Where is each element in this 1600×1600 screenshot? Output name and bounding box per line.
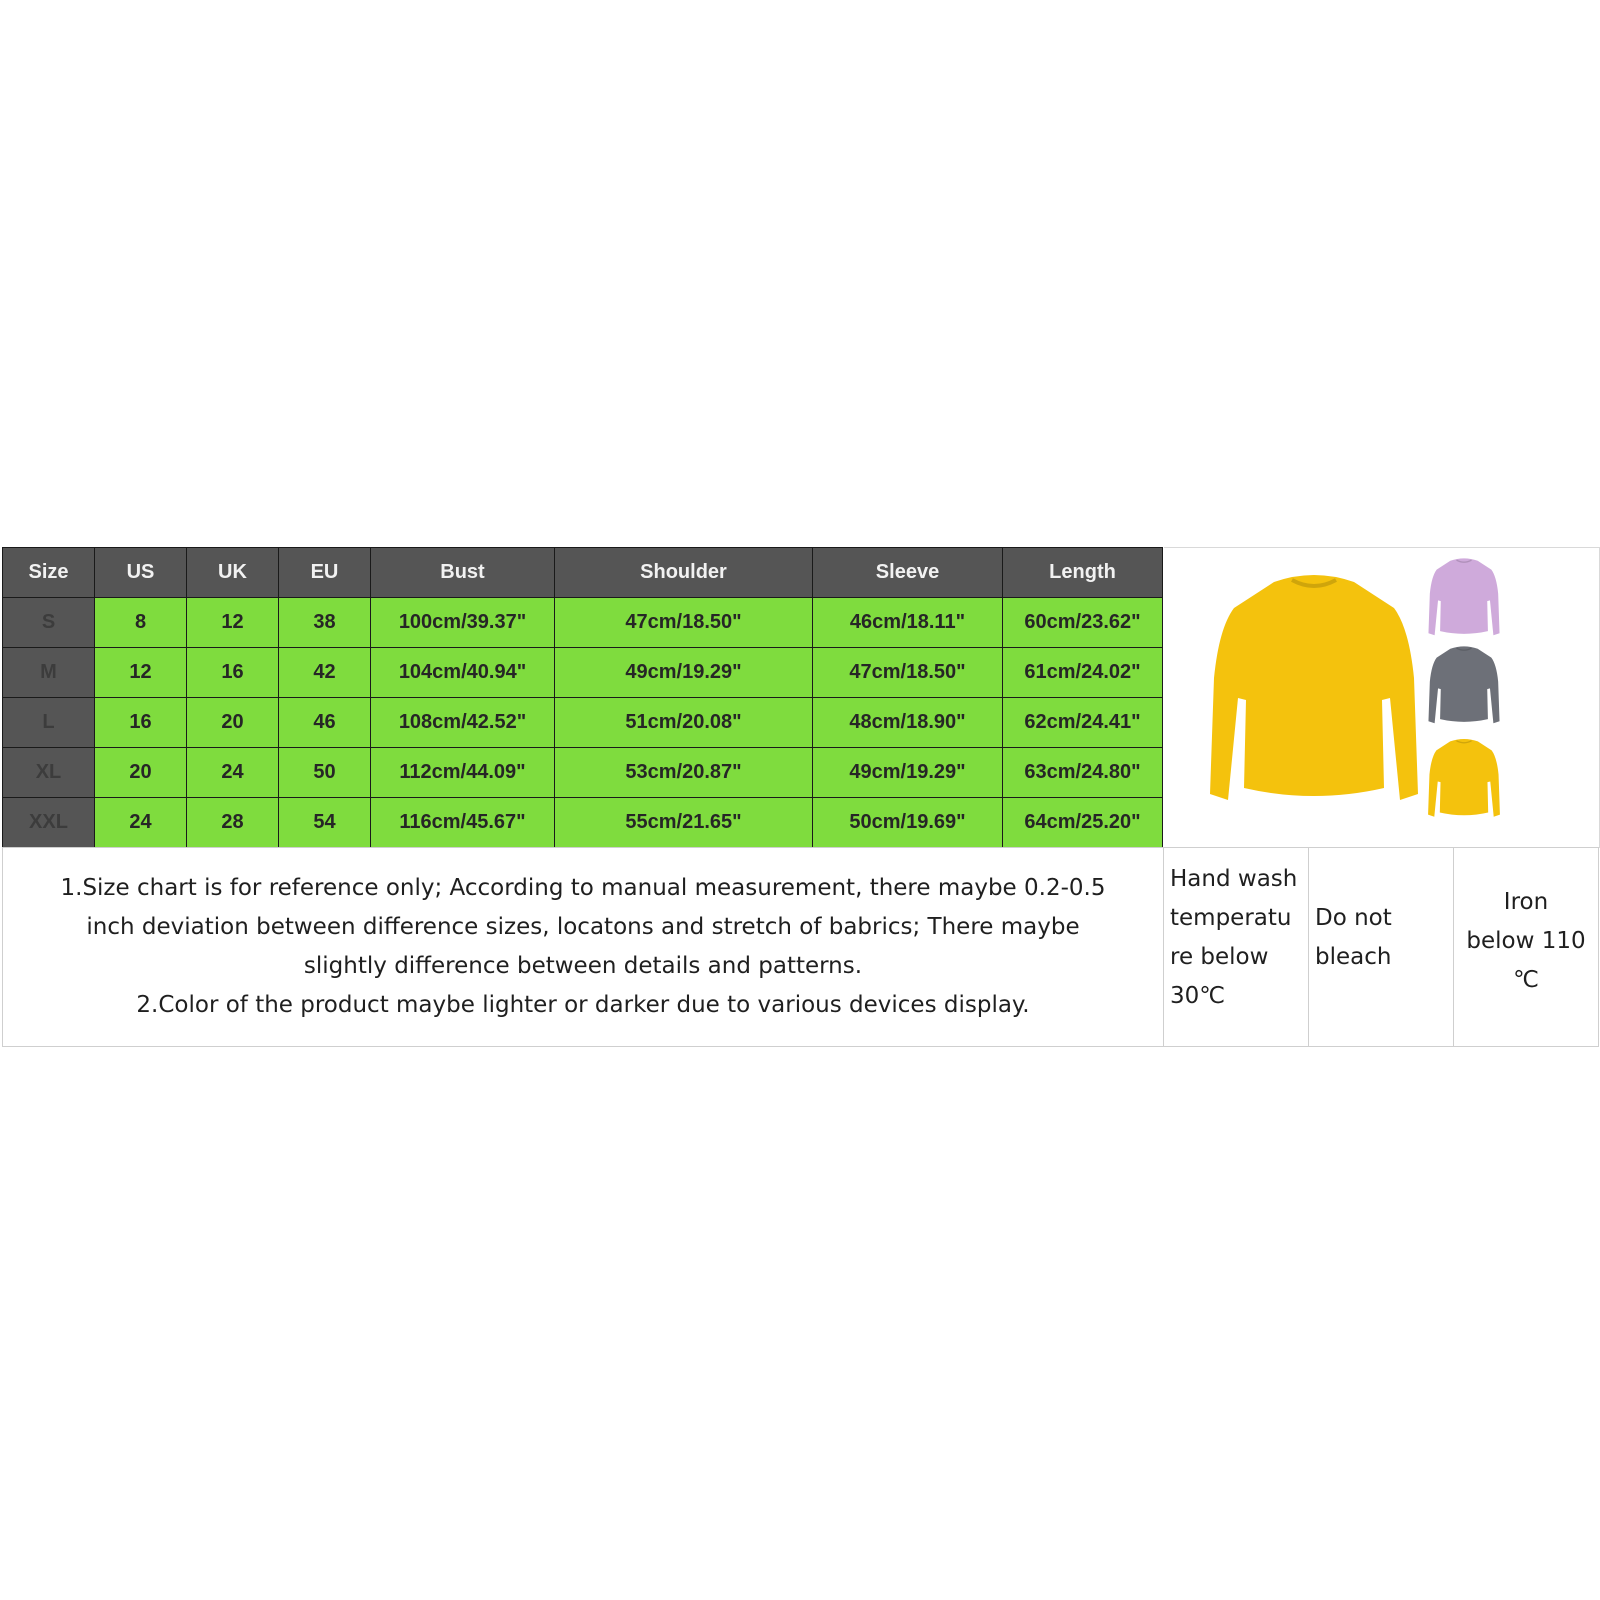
shoulder-cell: 53cm/20.87" [555, 748, 813, 798]
bust-cell: 108cm/42.52" [371, 698, 555, 748]
product-photo [1164, 547, 1600, 848]
care-text: re below [1170, 944, 1269, 970]
note-line: inch deviation between difference sizes, locatons and stretch of babrics; There maybe [86, 914, 1080, 940]
care-text: below 110 [1466, 928, 1586, 954]
care-text: bleach [1315, 944, 1392, 970]
us-cell: 20 [95, 748, 187, 798]
header-shoulder: Shoulder [555, 548, 813, 598]
main-sweatshirt [1210, 575, 1418, 800]
shoulder-cell: 47cm/18.50" [555, 598, 813, 648]
table-row [3, 698, 1163, 748]
yellow-sweatshirt [1428, 739, 1500, 817]
eu-cell: 50 [279, 748, 371, 798]
sleeve-cell: 49cm/19.29" [813, 748, 1003, 798]
note-line: 2.Color of the product maybe lighter or darker due to various devices display. [136, 992, 1030, 1018]
sleeve-cell: 48cm/18.90" [813, 698, 1003, 748]
care-no-bleach [1308, 847, 1454, 1047]
care-text: Hand wash [1170, 866, 1298, 892]
length-cell: 63cm/24.80" [1003, 748, 1163, 798]
eu-cell: 38 [279, 598, 371, 648]
care-text: Do not [1315, 905, 1392, 931]
care-text: Iron [1503, 889, 1549, 915]
sweatshirt-icon [1164, 548, 1599, 848]
table-row [3, 598, 1163, 648]
header-bust: Bust [371, 548, 555, 598]
header-size: Size [3, 548, 95, 598]
uk-cell: 24 [187, 748, 279, 798]
lavender-sweatshirt [1428, 558, 1499, 635]
length-cell: 62cm/24.41" [1003, 698, 1163, 748]
sleeve-cell: 46cm/18.11" [813, 598, 1003, 648]
length-cell: 64cm/25.20" [1003, 798, 1163, 848]
header-row [3, 548, 1163, 598]
care-text: ℃ [1513, 967, 1539, 993]
table-row [3, 748, 1163, 798]
eu-cell: 54 [279, 798, 371, 848]
header-sleeve: Sleeve [813, 548, 1003, 598]
table-row [3, 648, 1163, 698]
size-cell: M [3, 648, 95, 698]
care-text: temperatu [1170, 905, 1292, 931]
shoulder-cell: 55cm/21.65" [555, 798, 813, 848]
us-cell: 16 [95, 698, 187, 748]
sleeve-cell: 47cm/18.50" [813, 648, 1003, 698]
bust-cell: 112cm/44.09" [371, 748, 555, 798]
bust-cell: 100cm/39.37" [371, 598, 555, 648]
size-notes [2, 847, 1164, 1047]
header-eu: EU [279, 548, 371, 598]
sleeve-cell: 50cm/19.69" [813, 798, 1003, 848]
uk-cell: 20 [187, 698, 279, 748]
care-text: 30℃ [1170, 983, 1226, 1009]
header-uk: UK [187, 548, 279, 598]
us-cell: 24 [95, 798, 187, 848]
care-hand-wash [1163, 847, 1309, 1047]
care-iron [1453, 847, 1599, 1047]
size-cell: XXL [3, 798, 95, 848]
size-cell: S [3, 598, 95, 648]
uk-cell: 16 [187, 648, 279, 698]
uk-cell: 28 [187, 798, 279, 848]
bust-cell: 116cm/45.67" [371, 798, 555, 848]
note-line: slightly difference between details and patterns. [303, 953, 863, 979]
shoulder-cell: 49cm/19.29" [555, 648, 813, 698]
length-cell: 60cm/23.62" [1003, 598, 1163, 648]
gray-sweatshirt [1428, 646, 1499, 723]
table-row [3, 798, 1163, 848]
size-cell: XL [3, 748, 95, 798]
header-length: Length [1003, 548, 1163, 598]
us-cell: 12 [95, 648, 187, 698]
shoulder-cell: 51cm/20.08" [555, 698, 813, 748]
eu-cell: 46 [279, 698, 371, 748]
us-cell: 8 [95, 598, 187, 648]
size-chart-table [2, 547, 1163, 848]
eu-cell: 42 [279, 648, 371, 698]
length-cell: 61cm/24.02" [1003, 648, 1163, 698]
header-us: US [95, 548, 187, 598]
note-line: 1.Size chart is for reference only; According to manual measurement, there maybe 0.2-0.5 [60, 875, 1106, 901]
bust-cell: 104cm/40.94" [371, 648, 555, 698]
uk-cell: 12 [187, 598, 279, 648]
size-cell: L [3, 698, 95, 748]
